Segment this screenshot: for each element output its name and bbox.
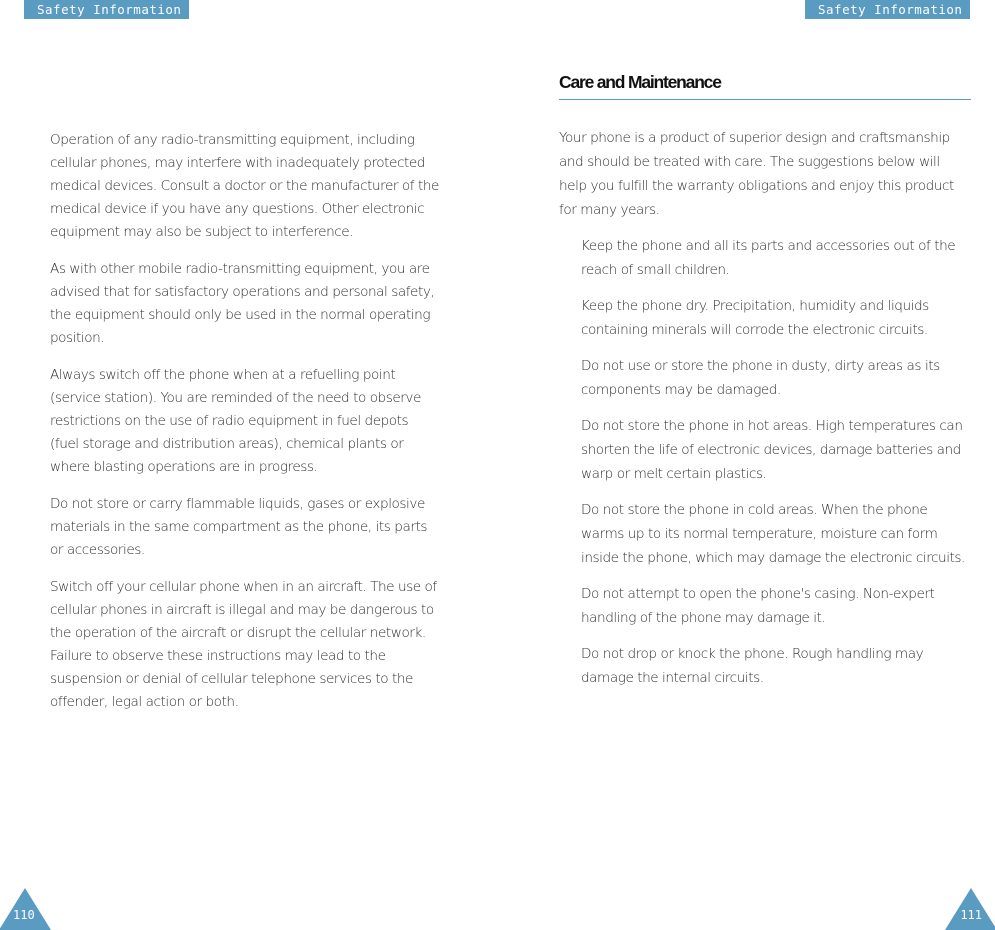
tip-item: Do not drop or knock the phone. Rough handling may damage the internal circuits. [581,646,924,686]
page-title: Care and Maintenance [559,70,971,100]
paragraph-refuelling: Always switch off the phone when at a refuelling point (service station). You are reminded of the need to observe restrictions on the use of radio equipment in fuel depots (fuel storage and distribution areas), chemical plants or where blasting operations are in progress. [50,367,421,475]
section-header-left: Safety Information [24,0,189,19]
tip-item: Do not use or store the phone in dusty, dirty areas as its components may be damaged. [581,358,940,398]
page-number-right: 111 [960,908,982,922]
intro-paragraph: Your phone is a product of superior design and craftsmanship and should be treated with care. The suggestions below will help you fulfill the warranty obligations and enjoy this product for many years. [559,130,954,218]
tip-item: Do not attempt to open the phone's casing. Non-expert handling of the phone may damage it. [581,586,935,626]
tip-item: Do not store the phone in cold areas. When the phone warms up to its normal temperature, moisture can form inside the phone, which may damage the electronic circuits. [581,502,965,566]
tip-item: Do not store the phone in hot areas. High temperatures can shorten the life of electronic devices, damage batteries and warp or melt certain plastics. [581,418,963,482]
paragraph-flammables: Do not store or carry flammable liquids, gases or explosive materials in the same compartment as the phone, its parts or accessories. [50,496,427,558]
paragraph-medical-devices: Operation of any radio-transmitting equipment, including cellular phones, may interfere with inadequately protected medical devices. Consult a doctor or the manufacturer of the medical device if you have any questions. Other electronic equipment may also be subject to interference. [50,132,439,240]
paragraph-aircraft: Switch off your cellular phone when in an aircraft. The use of cellular phones in aircraft is illegal and may be dangerous to the operation of the aircraft or disrupt the cellular network. Failure to observe these instructions may lead to the suspension or denial of cellular telephone services to the offender, legal action or both. [50,579,437,710]
page-number-left: 110 [13,908,35,922]
tip-item: Keep the phone dry. Precipitation, humidity and liquids containing minerals will corrode the electronic circuits. [581,298,929,338]
left-page-body [50,129,440,728]
paragraph-operating-position: As with other mobile radio-transmitting equipment, you are advised that for satisfactory operations and personal safety, the equipment should only be used in the normal operating position. [50,261,435,346]
right-page-body [559,70,971,690]
tip-item: Keep the phone and all its parts and accessories out of the reach of small children. [581,238,956,278]
section-header-right: Safety Information [805,0,970,19]
